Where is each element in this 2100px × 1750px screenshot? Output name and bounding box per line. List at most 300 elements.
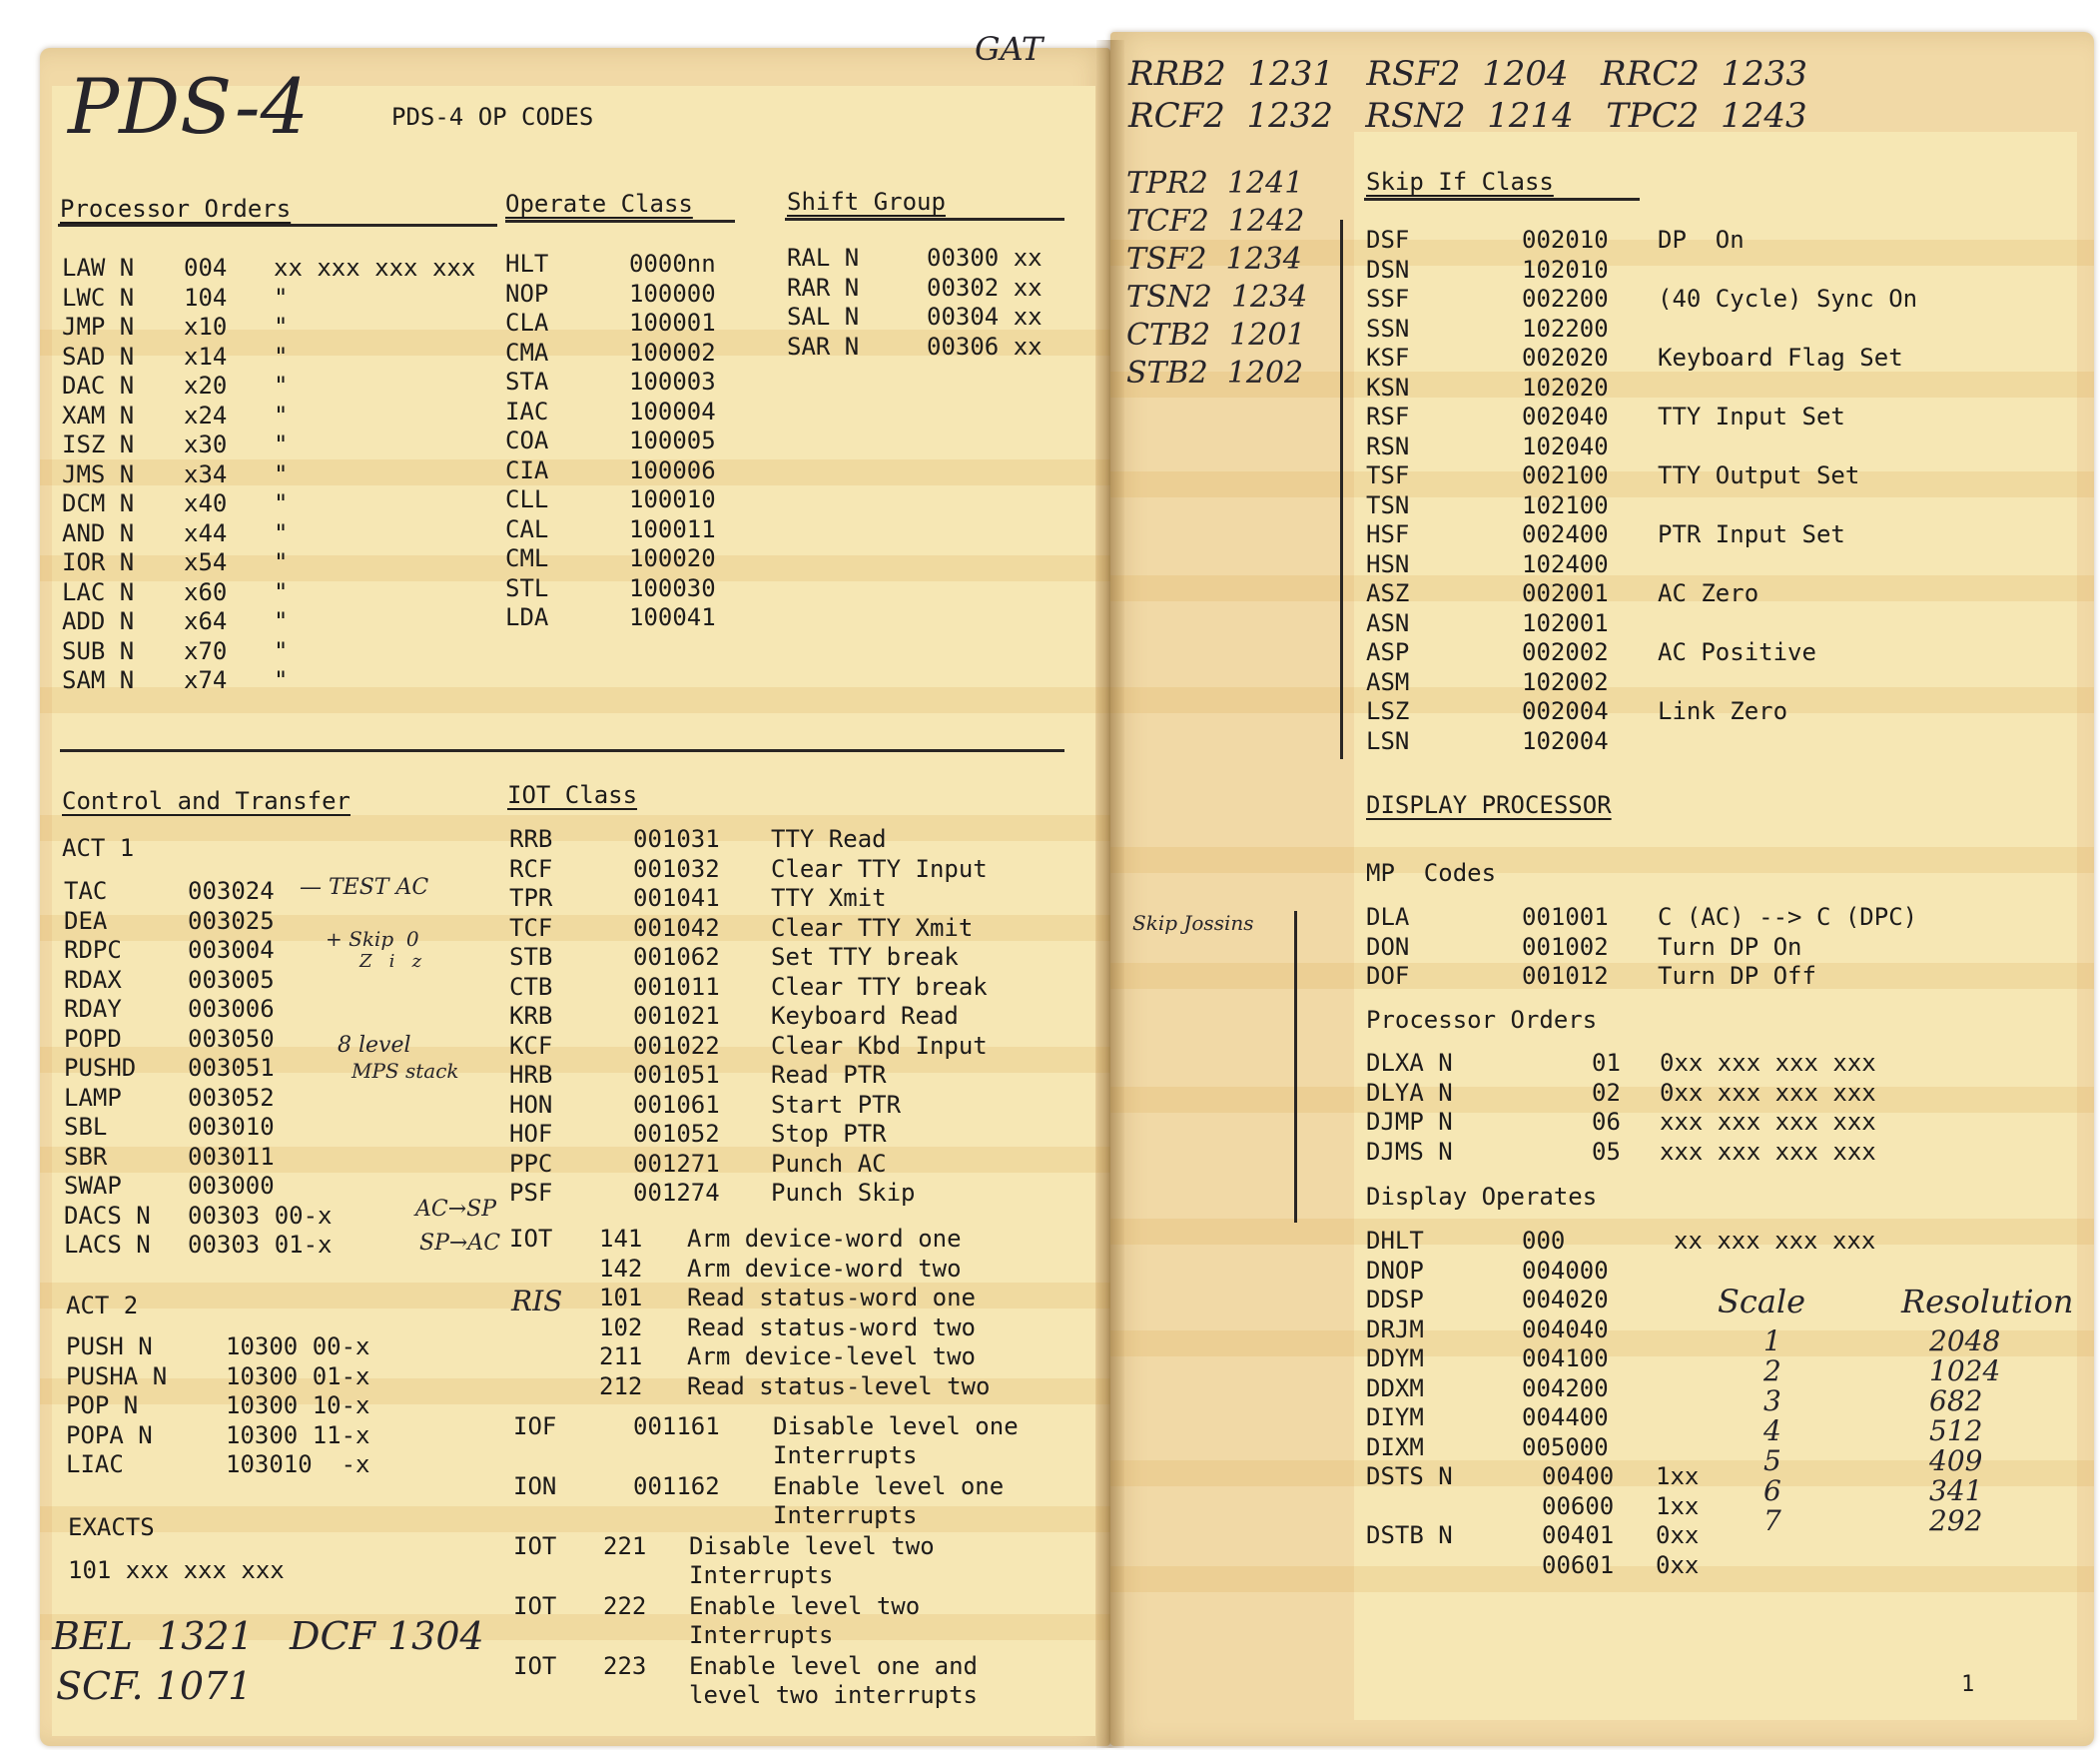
display-processor-heading: DISPLAY PROCESSOR [1366, 791, 1612, 819]
note-ris: RIS [511, 1285, 563, 1317]
interrupt-cell: Interrupts [689, 1561, 834, 1589]
skip-if-cell: DSF [1366, 226, 1410, 254]
skip-if-cell: (40 Cycle) Sync On [1658, 285, 1918, 313]
scale-row-cell: 682 [1929, 1384, 1983, 1417]
interrupt-cell: 001162 [633, 1472, 720, 1500]
skip-if-cell: 102100 [1522, 490, 1609, 519]
operate-class-cell: CAL [505, 514, 549, 543]
skip-if-cell: TTY Input Set [1658, 403, 1845, 431]
display-operates-cell: DNOP [1366, 1256, 1424, 1285]
skip-if-cell: 102001 [1522, 608, 1609, 637]
skip-if-cell: ASZ [1366, 579, 1410, 607]
dp-processor-orders-cell: xxx xxx xxx xxx [1660, 1137, 1876, 1166]
display-operates-cell: DDXM [1366, 1373, 1424, 1402]
note-skip: + Skip 0 [326, 927, 419, 951]
processor-orders-cell: " [274, 666, 289, 694]
iot-class-cell: HOF [509, 1120, 553, 1148]
note-bracket [1294, 911, 1297, 1223]
margin-note-cell: TPR2 1241 [1126, 166, 1304, 201]
operate-class-cell: CLL [505, 485, 549, 513]
skip-if-cell: 002001 [1522, 579, 1609, 607]
iot-class-cell: 001031 [633, 825, 720, 853]
processor-orders-cell: SUB N [62, 636, 135, 665]
dp-processor-orders-cell: DLXA N [1366, 1049, 1453, 1077]
mp-codes-cell: Turn DP Off [1658, 962, 1816, 990]
iot-class-cell: 001021 [633, 1002, 720, 1030]
iot-class-cell: RCF [509, 854, 553, 883]
skip-if-cell: TSN [1366, 490, 1410, 519]
mp-codes-cell: DON [1366, 932, 1410, 961]
interrupt-cell: Disable level one [773, 1412, 1019, 1440]
interrupt-cell: level two interrupts [689, 1681, 978, 1709]
display-operates-cell: 004000 [1522, 1256, 1609, 1285]
operate-class-cell: 0000nn [629, 250, 716, 278]
skip-if-cell: 002400 [1522, 520, 1609, 548]
mp-codes-cell: DLA [1366, 903, 1410, 931]
operate-class-cell: STL [505, 573, 549, 602]
margin-note-cell: TSN2 1234 [1126, 280, 1308, 315]
processor-orders-heading: Processor Orders [60, 195, 292, 223]
display-set-cell: 1xx [1656, 1491, 1700, 1520]
iot-device-cell: Read status-word two [687, 1312, 976, 1341]
scale-row-cell: 2048 [1929, 1324, 2001, 1357]
skip-if-cell: ASN [1366, 608, 1410, 637]
skip-if-cell: 102200 [1522, 314, 1609, 343]
control-transfer-act2-cell: LIAC [66, 1450, 124, 1478]
display-operates-cell: 004100 [1522, 1344, 1609, 1372]
skip-if-cell: HSN [1366, 549, 1410, 578]
shift-group-cell: RAR N [787, 273, 860, 302]
interrupt-cell: Interrupts [773, 1441, 918, 1469]
display-operates-cell: DDSP [1366, 1286, 1424, 1313]
skip-if-cell: 002200 [1522, 285, 1609, 313]
scale-row-cell: 3 [1763, 1384, 1781, 1417]
processor-orders-cell: " [274, 401, 289, 430]
iot-class-cell: KCF [509, 1031, 553, 1060]
iot-class-cell: CTB [509, 972, 553, 1001]
scale-row-cell: 7 [1763, 1504, 1781, 1537]
skip-if-cell: SSN [1366, 314, 1410, 343]
skip-if-cell: 002004 [1522, 697, 1609, 725]
processor-orders-cell: " [274, 459, 289, 488]
skip-if-cell: 102040 [1522, 432, 1609, 460]
control-transfer-act2-cell: 103010 -x [226, 1450, 370, 1478]
skip-if-cell: ASM [1366, 667, 1410, 696]
act1-label: ACT 1 [62, 834, 135, 862]
interrupt-cell: Interrupts [689, 1621, 834, 1649]
scale-row-cell: 341 [1929, 1474, 1983, 1507]
processor-orders-cell: " [274, 283, 289, 312]
scale-header: Scale [1718, 1283, 1806, 1320]
display-operates-cell: xx xxx xxx xxx [1674, 1227, 1876, 1255]
processor-orders-cell: x24 [184, 401, 228, 430]
skip-if-cell: LSZ [1366, 697, 1410, 725]
iot-class-cell: Set TTY break [771, 943, 959, 971]
handwritten-top-right-1: RRB2 1231 RSF2 1204 RRC2 1233 [1128, 54, 1808, 94]
processor-orders-cell: x74 [184, 666, 228, 694]
processor-orders-cell: " [274, 518, 289, 547]
scale-row-cell: 1 [1763, 1324, 1781, 1357]
operate-class-cell: 100006 [629, 455, 716, 484]
margin-note-cell: CTB2 1201 [1126, 318, 1306, 353]
processor-orders-cell: xx xxx xxx xxx [274, 254, 476, 282]
note-stack: 8 level [338, 1033, 411, 1058]
iot-class-cell: RRB [509, 825, 553, 853]
processor-orders-cell: x44 [184, 518, 228, 547]
handwritten-top-right-2: RCF2 1232 RSN2 1214 TPC2 1243 [1128, 96, 1807, 136]
skip-if-heading: Skip If Class [1366, 168, 1554, 196]
iot-class-cell: 001011 [633, 972, 720, 1001]
margin-note-cell: TSF2 1234 [1126, 242, 1302, 277]
skip-if-cell: AC Zero [1658, 579, 1759, 607]
control-transfer-cell: 00303 00-x [188, 1201, 333, 1230]
handwritten-title: PDS-4 [68, 62, 309, 151]
interrupt-cell: ION [513, 1472, 557, 1500]
display-set-cell: 00600 [1542, 1491, 1615, 1520]
skip-if-cell: 102002 [1522, 667, 1609, 696]
control-transfer-act2-cell: 10300 10-x [226, 1391, 370, 1419]
processor-orders-cell: XAM N [62, 401, 135, 430]
operate-class-heading: Operate Class [505, 190, 693, 218]
interrupt-cell: Enable level two [689, 1592, 921, 1620]
control-transfer-cell: 003006 [188, 995, 275, 1023]
scale-row-cell: 5 [1763, 1444, 1781, 1477]
control-transfer-act2-cell: PUSHA N [66, 1361, 168, 1390]
processor-orders-cell: DCM N [62, 489, 135, 517]
note-skip-jossins: Skip Jossins [1132, 911, 1254, 935]
handwritten-bel-dcf: BEL 1321 DCF 1304 [52, 1614, 484, 1658]
control-transfer-act2-cell: POPA N [66, 1420, 153, 1449]
control-transfer-act2-cell: 10300 01-x [226, 1361, 370, 1390]
iot-class-cell: STB [509, 943, 553, 971]
processor-orders-cell: x54 [184, 548, 228, 576]
operate-class-cell: 100000 [629, 279, 716, 308]
scale-row-cell: 292 [1929, 1504, 1983, 1537]
handwritten-scf: SCF. 1071 [56, 1664, 253, 1708]
skip-if-cell: KSF [1366, 344, 1410, 372]
skip-if-cell: 102020 [1522, 373, 1609, 402]
control-transfer-cell: 00303 01-x [188, 1231, 333, 1259]
iot-device-cell: Read status-word one [687, 1284, 976, 1312]
display-operates-cell: 005000 [1522, 1432, 1609, 1461]
mp-codes-cell: 001002 [1522, 932, 1609, 961]
section-rule [58, 224, 497, 227]
display-operates-cell: DIXM [1366, 1432, 1424, 1461]
display-set-cell: 1xx [1656, 1462, 1700, 1490]
iot-class-cell: 001051 [633, 1061, 720, 1089]
scale-row-cell: 409 [1929, 1444, 1983, 1477]
control-transfer-cell: 003005 [188, 965, 275, 994]
processor-orders-cell: " [274, 636, 289, 665]
spine-gutter [1096, 40, 1124, 1748]
processor-orders-cell: IOR N [62, 548, 135, 576]
iot-class-cell: HON [509, 1090, 553, 1119]
processor-orders-cell: ADD N [62, 607, 135, 635]
display-set-cell: 00601 [1542, 1550, 1615, 1579]
iot-class-cell: Clear TTY Input [771, 854, 988, 883]
display-set-cell: DSTS N [1366, 1462, 1453, 1490]
display-operates-cell: 004200 [1522, 1373, 1609, 1402]
iot-class-cell: Clear TTY Xmit [771, 913, 974, 942]
interrupt-cell: Enable level one and [689, 1652, 978, 1680]
display-operates-cell: 004040 [1522, 1314, 1609, 1343]
shift-group-heading: Shift Group [787, 188, 946, 216]
iot-class-cell: PSF [509, 1179, 553, 1207]
iot-class-cell: 001042 [633, 913, 720, 942]
control-transfer-act2-cell: 10300 11-x [226, 1420, 370, 1449]
control-transfer-act2-cell: PUSH N [66, 1332, 153, 1360]
skip-if-cell: DP On [1658, 226, 1745, 254]
processor-orders-cell: LAW N [62, 254, 135, 282]
column-rule [1340, 220, 1343, 759]
processor-orders-cell: x30 [184, 431, 228, 458]
iot-class-cell: Keyboard Read [771, 1002, 959, 1030]
processor-orders-cell: x40 [184, 489, 228, 517]
skip-if-cell: Keyboard Flag Set [1658, 344, 1903, 372]
processor-orders-cell: 104 [184, 283, 228, 312]
skip-if-cell: 102004 [1522, 726, 1609, 755]
display-operates-cell: 004020 [1522, 1286, 1609, 1313]
iot-class-cell: TTY Read [771, 825, 887, 853]
iot-class-cell: Start PTR [771, 1090, 902, 1119]
scale-row-cell: 1024 [1929, 1354, 2001, 1387]
dp-processor-orders-cell: 0xx xxx xxx xxx [1660, 1078, 1876, 1107]
skip-if-cell: SSF [1366, 285, 1410, 313]
operate-class-cell: 100041 [629, 603, 716, 631]
processor-orders-cell: JMP N [62, 313, 135, 341]
processor-orders-cell: AND N [62, 518, 135, 547]
iot-class-cell: 001022 [633, 1031, 720, 1060]
operate-class-cell: LDA [505, 603, 549, 631]
interrupt-cell: Interrupts [773, 1501, 918, 1529]
operate-class-cell: STA [505, 368, 549, 396]
control-transfer-cell: RDPC [64, 936, 122, 964]
iot-class-cell: KRB [509, 1002, 553, 1030]
shift-group-cell: SAR N [787, 332, 860, 361]
display-set-cell: 00401 [1542, 1521, 1615, 1549]
iot-class-cell: TCF [509, 913, 553, 942]
resolution-header: Resolution [1901, 1283, 2074, 1320]
skip-if-cell: HSF [1366, 520, 1410, 548]
iot-class-cell: TTY Xmit [771, 884, 887, 912]
exacts-label: EXACTS [68, 1513, 155, 1541]
processor-orders-cell: x34 [184, 459, 228, 488]
shift-group-cell: 00300 xx [927, 244, 1043, 272]
control-transfer-cell: RDAY [64, 995, 122, 1023]
skip-if-cell: ASP [1366, 638, 1410, 666]
operate-class-cell: 100010 [629, 485, 716, 513]
note-test-ac: — TEST AC [300, 875, 429, 900]
shift-group-cell: RAL N [787, 244, 860, 272]
iot-class-cell: 001271 [633, 1149, 720, 1178]
iot-device-cell: 212 [599, 1371, 643, 1400]
operate-class-cell: HLT [505, 250, 549, 278]
iot-device-cell: Arm device-word one [687, 1225, 962, 1253]
skip-if-cell: 002100 [1522, 461, 1609, 489]
iot-class-cell: TPR [509, 884, 553, 912]
skip-if-cell: 102010 [1522, 255, 1609, 284]
operate-class-cell: 100030 [629, 573, 716, 602]
control-transfer-cell: DACS N [64, 1201, 151, 1230]
operate-class-cell: IAC [505, 397, 549, 426]
iot-class-cell: 001052 [633, 1120, 720, 1148]
margin-note-cell: TCF2 1242 [1126, 204, 1305, 239]
dp-processor-orders-cell: 06 [1592, 1108, 1621, 1136]
operate-class-cell: 100001 [629, 309, 716, 337]
skip-if-cell: 002040 [1522, 403, 1609, 431]
act2-label: ACT 2 [66, 1292, 139, 1319]
iot-device-cell: Arm device-level two [687, 1342, 976, 1370]
iot-class-cell: 001274 [633, 1179, 720, 1207]
skip-if-cell: PTR Input Set [1658, 520, 1845, 548]
dp-processor-orders-cell: 01 [1592, 1049, 1621, 1077]
skip-if-cell: 002002 [1522, 638, 1609, 666]
interrupt-cell: 001161 [633, 1412, 720, 1440]
operate-class-cell: 100005 [629, 427, 716, 454]
control-transfer-cell: 003050 [188, 1024, 275, 1053]
iot-class-cell: 001032 [633, 854, 720, 883]
mp-codes-cell: 001001 [1522, 903, 1609, 931]
mp-codes-cell: 001012 [1522, 962, 1609, 990]
interrupt-cell: Enable level one [773, 1472, 1005, 1500]
skip-if-cell: DSN [1366, 255, 1410, 284]
display-set-cell: 00400 [1542, 1462, 1615, 1490]
control-transfer-act2-cell: 10300 00-x [226, 1332, 370, 1360]
display-operates-label: Display Operates [1366, 1183, 1598, 1211]
processor-orders-cell: JMS N [62, 459, 135, 488]
skip-if-cell: TSF [1366, 461, 1410, 489]
iot-class-cell: Clear Kbd Input [771, 1031, 988, 1060]
operate-class-cell: 100011 [629, 514, 716, 543]
scale-row-cell: 4 [1763, 1414, 1781, 1447]
control-transfer-cell: 003052 [188, 1083, 275, 1112]
display-operates-cell: 000 [1522, 1227, 1566, 1255]
control-transfer-cell: 003000 [188, 1172, 275, 1200]
iot-class-cell: Punch AC [771, 1149, 887, 1178]
mp-codes-cell: C (AC) --> C (DPC) [1658, 903, 1918, 931]
scale-row-cell: 2 [1763, 1354, 1781, 1387]
dp-processor-orders-cell: DLYA N [1366, 1078, 1453, 1107]
display-operates-cell: DDYM [1366, 1344, 1424, 1372]
interrupt-cell: IOT [513, 1592, 557, 1620]
iot-class-cell: Read PTR [771, 1061, 887, 1089]
processor-orders-cell: SAD N [62, 342, 135, 371]
page-divider-rule [60, 749, 1064, 752]
processor-orders-cell: " [274, 548, 289, 576]
interrupt-cell: IOF [513, 1412, 557, 1440]
control-transfer-cell: TAC [64, 877, 108, 905]
dp-processor-orders-cell: DJMP N [1366, 1108, 1453, 1136]
shift-group-cell: 00302 xx [927, 273, 1043, 302]
processor-orders-cell: " [274, 431, 289, 458]
handwritten-tag: GAT [975, 30, 1044, 68]
interrupt-cell: IOT [513, 1652, 557, 1680]
processor-orders-cell: x70 [184, 636, 228, 665]
dp-processor-orders-cell: 05 [1592, 1137, 1621, 1166]
processor-orders-cell: x10 [184, 313, 228, 341]
shift-group-cell: SAL N [787, 303, 860, 331]
display-set-cell: DSTB N [1366, 1521, 1453, 1549]
processor-orders-cell: DAC N [62, 372, 135, 400]
display-operates-cell: 004400 [1522, 1403, 1609, 1431]
dp-processor-orders-cell: 02 [1592, 1078, 1621, 1107]
shift-group-cell: 00306 xx [927, 332, 1043, 361]
control-transfer-cell: LAMP [64, 1083, 122, 1112]
display-operates-cell: DHLT [1366, 1227, 1424, 1255]
operate-class-cell: NOP [505, 279, 549, 308]
control-transfer-heading: Control and Transfer [62, 787, 350, 815]
section-rule [505, 220, 735, 223]
control-transfer-cell: 003025 [188, 906, 275, 935]
processor-orders-cell: " [274, 372, 289, 400]
iot-device-cell: 102 [599, 1312, 643, 1341]
skip-if-cell: 002010 [1522, 226, 1609, 254]
iot-class-cell: 001062 [633, 943, 720, 971]
operate-class-cell: 100002 [629, 338, 716, 367]
skip-if-cell: LSN [1366, 726, 1410, 755]
processor-orders-cell: ISZ N [62, 431, 135, 458]
control-transfer-cell: 003004 [188, 936, 275, 964]
processor-orders-cell: LAC N [62, 577, 135, 606]
control-transfer-cell: RDAX [64, 965, 122, 994]
interrupt-cell: Disable level two [689, 1532, 935, 1560]
control-transfer-cell: 003010 [188, 1113, 275, 1141]
iot-class-cell: Punch Skip [771, 1179, 916, 1207]
iot-class-cell: PPC [509, 1149, 553, 1178]
note-stack-2: MPS stack [351, 1059, 459, 1083]
display-operates-cell: DRJM [1366, 1314, 1424, 1343]
iot-class-cell: 001061 [633, 1090, 720, 1119]
operate-class-cell: CML [505, 544, 549, 572]
iot-device-cell: 101 [599, 1284, 643, 1312]
mp-codes-label: MP Codes [1366, 859, 1497, 887]
dp-processor-orders-cell: DJMS N [1366, 1137, 1453, 1166]
page-number: 1 [1961, 1672, 1975, 1697]
skip-if-cell: Link Zero [1658, 697, 1788, 725]
iot-class-cell: Stop PTR [771, 1120, 887, 1148]
iot-device-cell: Arm device-word two [687, 1254, 962, 1283]
control-transfer-cell: POPD [64, 1024, 122, 1053]
processor-orders-cell: x14 [184, 342, 228, 371]
dp-processor-orders-cell: 0xx xxx xxx xxx [1660, 1049, 1876, 1077]
exacts-code: 101 xxx xxx xxx [68, 1556, 285, 1584]
processor-orders-cell: " [274, 607, 289, 635]
skip-if-cell: RSF [1366, 403, 1410, 431]
control-transfer-cell: SWAP [64, 1172, 122, 1200]
operate-class-cell: CMA [505, 338, 549, 367]
display-set-cell: 0xx [1656, 1521, 1700, 1549]
control-transfer-cell: 003011 [188, 1142, 275, 1171]
operate-class-cell: COA [505, 427, 549, 454]
control-transfer-cell: LACS N [64, 1231, 151, 1259]
iot-class-cell: Clear TTY break [771, 972, 988, 1001]
skip-if-cell: AC Positive [1658, 638, 1816, 666]
shift-group-cell: 00304 xx [927, 303, 1043, 331]
operate-class-cell: 100020 [629, 544, 716, 572]
processor-orders-cell: " [274, 342, 289, 371]
skip-if-cell: 102400 [1522, 549, 1609, 578]
control-transfer-cell: 003051 [188, 1054, 275, 1082]
control-transfer-cell: SBR [64, 1142, 108, 1171]
interrupt-cell: IOT [513, 1532, 557, 1560]
processor-orders-cell: 004 [184, 254, 228, 282]
iot-class-heading: IOT Class [507, 781, 638, 809]
dp-processor-orders-cell: xxx xxx xxx xxx [1660, 1108, 1876, 1136]
scale-row-cell: 6 [1763, 1474, 1781, 1507]
skip-if-cell: RSN [1366, 432, 1410, 460]
doc-title: PDS-4 OP CODES [391, 103, 594, 131]
skip-if-cell: TTY Output Set [1658, 461, 1860, 489]
